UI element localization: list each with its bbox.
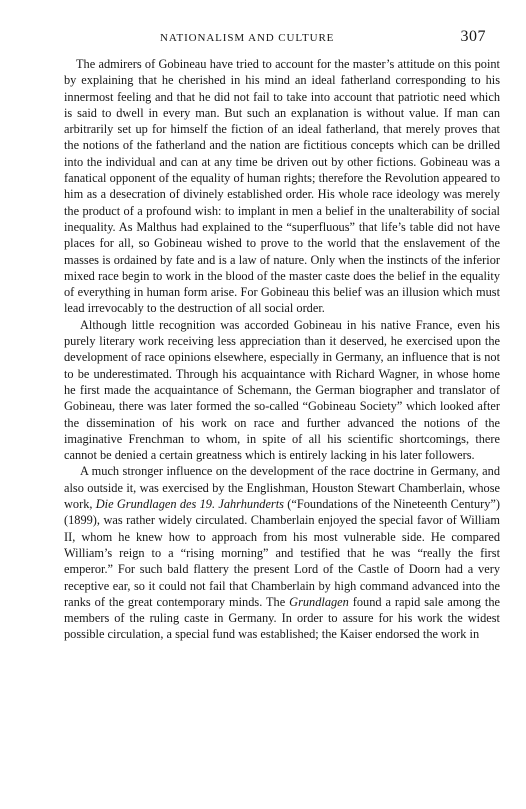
paragraph-3 [64, 463, 500, 642]
paragraph-1-text: The admirers of Gobineau have tried to account for the master’s attitude on this point by explaining that he cherished in his mind an ideal fatherland corresponding to his innermost feeling and that he did not fail to take into account that patriotic need which is said to dwell in every man. But such an explanation is without value. If man can arbitrarily set up for himself the fiction of an ideal fatherland, that merely proves that the notions of the fatherland and the nation are fictitious concepts which can be drilled into the individual and can at any time be driven out by other fictions. Gobineau was a fanatical opponent of the equality of human rights; therefore the Revolution appeared to him as a desecration of divinely established order. His whole race ideology was merely the product of a profound wish: to implant in men a belief in the unalterability of social inequality. As Malthus had explained to the “superfluous” that life’s table did not have places for all, so Gobineau wished to prove to the world that the enslavement of the masses is ordained by fate and is a law of nature. Only when the instincts of the inferior mixed race begin to work in the blood of the master caste does the belief in the equality of everything in human form arise. For Gobineau this belief was an illusion which must lead irrevocably to the destruction of all social order. [64, 57, 500, 316]
book-title-grundlagen-des-19-jahrhunderts: Die Grundlagen des 19. Jahrhunderts [95, 497, 284, 512]
paragraph-2 [64, 317, 500, 464]
paragraph-2-text: Although little recognition was accorded Gobineau in his native France, even his purely literary work receiving less appreciation than it deserved, he exercised upon the development of race opinions elsewhere, especially in Germany, an influence that is not to be underestimated. Through his acquaintance with Richard Wagner, in whose home he first made the acquaintance of Schemann, the German biographer and translator of Gobineau, there was later formed the so-called “Gobineau Society” which looked after the dissemination of his work on race and further advanced the notions of the imaginative Frenchman to whom, in spite of all his scientific shortcomings, there cannot be denied a certain greatness which is entirely lacking in his later followers. [64, 317, 500, 463]
running-head [62, 28, 486, 50]
body-text [64, 56, 500, 643]
paragraph-3-text-a: A much stronger influence on the development of the race doctrine in Germany, and also outside it, was exercised by the Englishman, Houston Stewart Chamberlain, whose work, [64, 464, 500, 512]
paragraph-3-text-b: (“Foundations of the Nineteenth Century”) (1899), was rather widely circulated. Chamberlain enjoyed the special favor of William II, whom he knew how to approach from his most vulnerable side. He compared William’s reign to a “rising morning” and testified that he was “really the first emperor.” For such bald flattery the present Lord of the Castle of Doorn had a very receptive ear, so it could not fail that Chamberlain by high command advanced into the ranks of the great contemporary minds. The [64, 497, 500, 609]
book-title-grundlagen: Grundlagen [289, 594, 349, 609]
paragraph-3-text-c: found a rapid sale among the members of the ruling caste in Germany. In order to assure for his work the widest possible circulation, a special fund was established; the Kaiser endorsed the work in [64, 594, 500, 642]
page-number: 307 [460, 28, 486, 45]
paragraph-1 [64, 56, 500, 317]
running-head-title: NATIONALISM AND CULTURE [160, 32, 335, 44]
